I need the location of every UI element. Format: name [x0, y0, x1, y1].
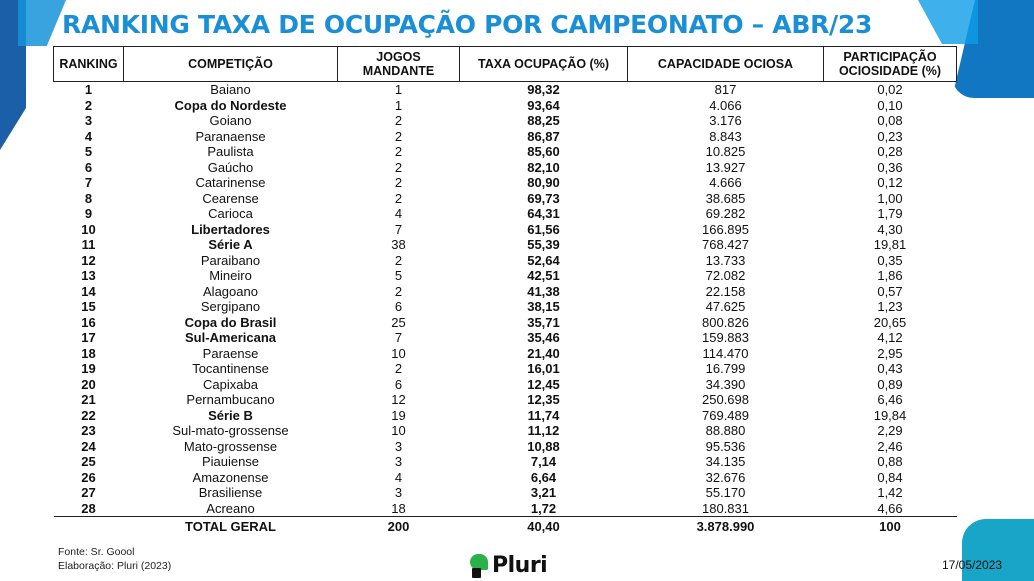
participacao-cell: 1,86 — [877, 268, 903, 283]
taxa-cell: 12,45 — [527, 376, 560, 392]
jogos-cell: 6 — [394, 376, 403, 392]
participacao-cell: 19,84 — [873, 407, 907, 423]
rank-cell: 9 — [84, 206, 93, 221]
capacidade-cell: 800.826 — [702, 314, 749, 330]
taxa-cell: 7,14 — [530, 454, 557, 469]
competition-cell: Paranaense — [195, 128, 266, 144]
jogos-cell: 2 — [394, 128, 403, 144]
table-row — [54, 501, 957, 517]
table-row — [54, 206, 957, 222]
taxa-cell: 93,64 — [527, 97, 560, 113]
capacidade-cell: 166.895 — [702, 221, 749, 237]
jogos-cell: 2 — [394, 190, 403, 206]
header-capacidade-ociosa: CAPACIDADE OCIOSA — [628, 47, 824, 82]
table-row — [54, 439, 957, 455]
participacao-cell: 0,12 — [877, 175, 903, 190]
capacidade-cell: 34.390 — [705, 376, 746, 392]
competition-cell: Alagoano — [203, 283, 258, 299]
pluri-logo — [470, 550, 547, 581]
header-competicao: COMPETIÇÃO — [124, 47, 338, 82]
competition-cell: Brasiliense — [198, 485, 263, 500]
rank-cell: 16 — [81, 314, 96, 330]
taxa-cell: 41,38 — [527, 283, 560, 299]
rank-cell: 2 — [84, 97, 93, 113]
participacao-cell: 2,95 — [877, 345, 903, 361]
competition-cell: Capixaba — [203, 376, 258, 392]
competition-cell: Goiano — [209, 113, 252, 128]
table-row — [54, 129, 957, 145]
rank-cell: 20 — [81, 376, 96, 392]
jogos-cell: 5 — [394, 268, 403, 283]
capacidade-cell: 114.470 — [702, 345, 749, 361]
capacidade-cell: 817 — [714, 82, 737, 97]
rank-cell: 19 — [81, 361, 96, 376]
page-title: RANKING TAXA DE OCUPAÇÃO POR CAMPEONATO – ABR/23 — [62, 10, 873, 39]
participacao-cell: 1,23 — [877, 299, 903, 314]
taxa-cell: 61,56 — [527, 221, 560, 237]
competition-cell: Pernambucano — [186, 392, 275, 407]
participacao-cell: 0,08 — [877, 113, 903, 128]
competition-cell: Paraibano — [200, 252, 261, 268]
rank-cell: 21 — [81, 392, 96, 407]
jogos-cell: 4 — [394, 469, 403, 485]
table-row — [54, 284, 957, 300]
taxa-cell: 10,88 — [527, 438, 560, 454]
taxa-cell: 42,51 — [527, 268, 560, 283]
participacao-cell: 4,30 — [877, 221, 903, 237]
elaboration-note: Elaboração: Pluri (2023) — [58, 560, 172, 572]
competition-cell: Série B — [208, 407, 253, 423]
jogos-cell: 6 — [394, 299, 403, 314]
table-body — [54, 82, 957, 517]
jogos-cell: 2 — [394, 252, 403, 268]
jogos-cell: 19 — [391, 407, 406, 423]
capacidade-cell: 16.799 — [705, 361, 746, 376]
rank-cell: 17 — [81, 330, 96, 345]
rank-cell: 22 — [81, 407, 96, 423]
total-participacao: 100 — [824, 517, 957, 538]
table-row — [54, 470, 957, 486]
table-row — [54, 361, 957, 377]
jogos-cell: 7 — [394, 330, 403, 345]
rank-cell: 7 — [84, 175, 93, 190]
table-row — [54, 175, 957, 191]
table-row — [54, 330, 957, 346]
jogos-cell: 10 — [391, 345, 406, 361]
publication-date: 17/05/2023 — [942, 558, 1003, 572]
total-taxa: 40,40 — [460, 517, 628, 538]
taxa-cell: 38,15 — [527, 299, 560, 314]
rank-cell: 1 — [84, 82, 93, 97]
total-jogos: 200 — [338, 517, 460, 538]
participacao-cell: 0,89 — [877, 376, 903, 392]
participacao-cell: 0,36 — [877, 159, 903, 175]
table-row — [54, 408, 957, 424]
jogos-cell: 25 — [391, 314, 406, 330]
table-row — [54, 485, 957, 501]
capacidade-cell: 4.666 — [709, 175, 742, 190]
ranking-table-container — [53, 46, 956, 537]
competition-cell: Paraense — [202, 345, 259, 361]
participacao-cell: 4,12 — [877, 330, 903, 345]
capacidade-cell: 88.880 — [705, 423, 746, 438]
participacao-cell: 0,10 — [877, 97, 903, 113]
table-header-row — [54, 47, 957, 82]
source-note: Fonte: Sr. Goool — [58, 546, 135, 558]
rank-cell: 4 — [84, 128, 93, 144]
corner-decoration-top-left-accent — [18, 0, 66, 46]
participacao-cell: 20,65 — [873, 314, 907, 330]
competition-cell: Piauiense — [201, 454, 260, 469]
capacidade-cell: 34.135 — [705, 454, 746, 469]
table-row — [54, 191, 957, 207]
table-row — [54, 144, 957, 160]
header-ranking: RANKING — [54, 47, 124, 82]
competition-cell: Sul-mato-grossense — [172, 423, 289, 438]
jogos-cell: 4 — [394, 206, 403, 221]
taxa-cell: 88,25 — [527, 113, 560, 128]
capacidade-cell: 72.082 — [705, 268, 746, 283]
rank-cell: 23 — [81, 423, 96, 438]
taxa-cell: 85,60 — [527, 144, 560, 159]
rank-cell: 13 — [81, 268, 96, 283]
taxa-cell: 80,90 — [527, 175, 560, 190]
table-row — [54, 222, 957, 238]
capacidade-cell: 13.733 — [705, 252, 746, 268]
total-label: TOTAL GERAL — [124, 517, 338, 538]
rank-cell: 10 — [81, 221, 96, 237]
competition-cell: Paulista — [207, 144, 254, 159]
taxa-cell: 16,01 — [527, 361, 560, 376]
competition-cell: Gaúcho — [207, 159, 254, 175]
taxa-cell: 35,46 — [527, 330, 560, 345]
capacidade-cell: 13.927 — [705, 159, 746, 175]
capacidade-cell: 3.176 — [709, 113, 742, 128]
taxa-cell: 3,21 — [530, 485, 557, 500]
jogos-cell: 2 — [394, 159, 403, 175]
jogos-cell: 1 — [394, 97, 403, 113]
taxa-cell: 11,74 — [527, 407, 560, 423]
jogos-cell: 10 — [391, 423, 406, 438]
rank-cell: 14 — [81, 283, 96, 299]
competition-cell: Copa do Brasil — [184, 314, 277, 330]
header-taxa-ocupacao: TAXA OCUPAÇÃO (%) — [460, 47, 628, 82]
jogos-cell: 1 — [394, 82, 403, 97]
taxa-cell: 11,12 — [527, 423, 560, 438]
competition-cell: Sul-Americana — [184, 330, 277, 345]
participacao-cell: 19,81 — [873, 237, 907, 252]
jogos-cell: 12 — [391, 392, 406, 407]
pluri-logo-text: Pluri — [492, 553, 548, 578]
taxa-cell: 86,87 — [527, 128, 560, 144]
rank-cell: 27 — [81, 485, 96, 500]
competition-cell: Copa do Nordeste — [174, 97, 287, 113]
capacidade-cell: 10.825 — [705, 144, 746, 159]
taxa-cell: 1,72 — [530, 500, 557, 516]
participacao-cell: 6,46 — [877, 392, 903, 407]
rank-cell: 26 — [81, 469, 96, 485]
rank-cell: 18 — [81, 345, 96, 361]
participacao-cell: 4,66 — [877, 500, 903, 516]
table-row — [54, 299, 957, 315]
capacidade-cell: 4.066 — [709, 97, 742, 113]
jogos-cell: 2 — [394, 361, 403, 376]
participacao-cell: 2,46 — [877, 438, 903, 454]
taxa-cell: 35,71 — [527, 314, 560, 330]
table-row — [54, 377, 957, 393]
header-jogos-mandante: JOGOS MANDANTE — [338, 47, 460, 82]
participacao-cell: 0,23 — [877, 128, 903, 144]
capacidade-cell: 32.676 — [705, 469, 746, 485]
participacao-cell: 0,28 — [877, 144, 903, 159]
pluri-logo-icon — [470, 554, 488, 578]
table-row — [54, 253, 957, 269]
capacidade-cell: 22.158 — [705, 283, 746, 299]
competition-cell: Amazonense — [192, 469, 269, 485]
jogos-cell: 7 — [394, 221, 403, 237]
competition-cell: Acreano — [206, 500, 255, 516]
competition-cell: Carioca — [208, 206, 253, 221]
taxa-cell: 21,40 — [527, 345, 560, 361]
rank-cell: 8 — [84, 190, 93, 206]
competition-cell: Sergipano — [200, 299, 261, 314]
taxa-cell: 82,10 — [527, 159, 560, 175]
jogos-cell: 2 — [394, 175, 403, 190]
rank-cell: 25 — [81, 454, 96, 469]
table-row — [54, 98, 957, 114]
total-rank-cell — [54, 517, 124, 538]
capacidade-cell: 180.831 — [702, 500, 749, 516]
table-row — [54, 454, 957, 470]
table-row — [54, 82, 957, 98]
table-row — [54, 113, 957, 129]
participacao-cell: 0,84 — [877, 469, 903, 485]
participacao-cell: 0,57 — [877, 283, 903, 299]
participacao-cell: 0,35 — [877, 252, 903, 268]
rank-cell: 28 — [81, 500, 96, 516]
jogos-cell: 2 — [394, 283, 403, 299]
participacao-cell: 0,88 — [877, 454, 903, 469]
jogos-cell: 2 — [394, 113, 403, 128]
jogos-cell: 2 — [394, 144, 403, 159]
jogos-cell: 3 — [394, 454, 403, 469]
capacidade-cell: 38.685 — [705, 190, 746, 206]
capacidade-cell: 768.427 — [702, 237, 749, 252]
total-row — [54, 517, 957, 538]
table-row — [54, 315, 957, 331]
rank-cell: 5 — [84, 144, 93, 159]
taxa-cell: 52,64 — [527, 252, 560, 268]
total-capacidade: 3.878.990 — [628, 517, 824, 538]
participacao-cell: 2,29 — [877, 423, 903, 438]
competition-cell: Mineiro — [209, 268, 252, 283]
participacao-cell: 1,42 — [877, 485, 903, 500]
taxa-cell: 69,73 — [527, 190, 560, 206]
rank-cell: 15 — [81, 299, 96, 314]
capacidade-cell: 47.625 — [705, 299, 746, 314]
taxa-cell: 6,64 — [530, 469, 557, 485]
rank-cell: 3 — [84, 113, 93, 128]
jogos-cell: 18 — [391, 500, 406, 516]
rank-cell: 11 — [81, 237, 96, 252]
competition-cell: Mato-grossense — [183, 438, 278, 454]
jogos-cell: 3 — [394, 438, 403, 454]
corner-decoration-top-right-accent — [918, 0, 978, 44]
participacao-cell: 1,79 — [877, 206, 903, 221]
competition-cell: Baiano — [210, 82, 251, 97]
competition-cell: Libertadores — [191, 221, 270, 237]
competition-cell: Tocantinense — [192, 361, 269, 376]
header-participacao-ociosidade: PARTICIPAÇÃO OCIOSIDADE (%) — [824, 47, 957, 82]
table-row — [54, 423, 957, 439]
ranking-table — [53, 46, 957, 537]
capacidade-cell: 69.282 — [705, 206, 746, 221]
competition-cell: Catarinense — [195, 175, 266, 190]
taxa-cell: 64,31 — [527, 206, 560, 221]
taxa-cell: 55,39 — [527, 237, 560, 252]
jogos-cell: 3 — [394, 485, 403, 500]
competition-cell: Série A — [208, 237, 253, 252]
participacao-cell: 1,00 — [877, 190, 903, 206]
capacidade-cell: 769.489 — [702, 407, 749, 423]
participacao-cell: 0,43 — [877, 361, 903, 376]
capacidade-cell: 8.843 — [709, 128, 742, 144]
capacidade-cell: 55.170 — [705, 485, 746, 500]
table-row — [54, 160, 957, 176]
jogos-cell: 38 — [391, 237, 406, 252]
table-row — [54, 346, 957, 362]
table-row — [54, 237, 957, 253]
competition-cell: Cearense — [202, 190, 259, 206]
rank-cell: 6 — [84, 159, 93, 175]
rank-cell: 12 — [81, 252, 96, 268]
capacidade-cell: 250.698 — [702, 392, 749, 407]
taxa-cell: 12,35 — [527, 392, 560, 407]
participacao-cell: 0,02 — [877, 82, 903, 97]
capacidade-cell: 159.883 — [702, 330, 749, 345]
taxa-cell: 98,32 — [527, 82, 560, 97]
capacidade-cell: 95.536 — [705, 438, 746, 454]
table-row — [54, 268, 957, 284]
table-row — [54, 392, 957, 408]
rank-cell: 24 — [81, 438, 96, 454]
